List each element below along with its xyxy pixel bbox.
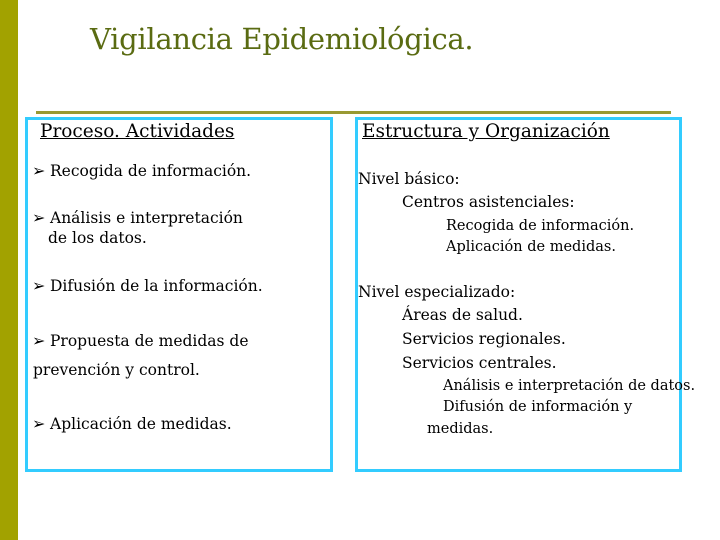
activities-heading: Proceso. Actividades xyxy=(40,121,235,142)
activity-item: Propuesta de medidas de xyxy=(50,332,249,350)
title-divider xyxy=(36,111,671,114)
level-basic-label: Nivel básico: xyxy=(358,170,460,188)
activity-item: Aplicación de medidas. xyxy=(50,415,232,433)
level-basic-sub: Centros asistenciales: xyxy=(402,193,575,211)
slide-title: Vigilancia Epidemiológica. xyxy=(90,22,474,56)
activity-item: Difusión de la información. xyxy=(50,277,263,295)
level-special-sub: Servicios centrales. xyxy=(402,354,557,372)
activity-item-cont: de los datos. xyxy=(48,229,147,247)
level-special-sub: Áreas de salud. xyxy=(402,306,523,324)
arrow-right-icon: ➢ xyxy=(32,414,46,433)
side-accent-bar xyxy=(0,0,18,540)
activity-item: Recogida de información. xyxy=(50,162,252,180)
level-basic-activity: Recogida de información. xyxy=(446,218,635,234)
activity-item: Análisis e interpretación xyxy=(50,209,243,227)
arrow-right-icon: ➢ xyxy=(32,161,46,180)
level-special-activity: medidas. xyxy=(427,421,494,437)
level-basic-activity: Aplicación de medidas. xyxy=(446,239,616,255)
activity-item-cont: prevención y control. xyxy=(33,361,200,379)
structure-heading: Estructura y Organización xyxy=(362,121,610,142)
level-special-activity: Difusión de información y xyxy=(443,399,633,415)
level-special-label: Nivel especializado: xyxy=(358,283,516,301)
level-special-activity: Análisis e interpretación de datos. xyxy=(443,378,696,394)
arrow-right-icon: ➢ xyxy=(32,331,46,350)
level-special-sub: Servicios regionales. xyxy=(402,330,566,348)
arrow-right-icon: ➢ xyxy=(32,276,46,295)
arrow-right-icon: ➢ xyxy=(32,208,46,227)
